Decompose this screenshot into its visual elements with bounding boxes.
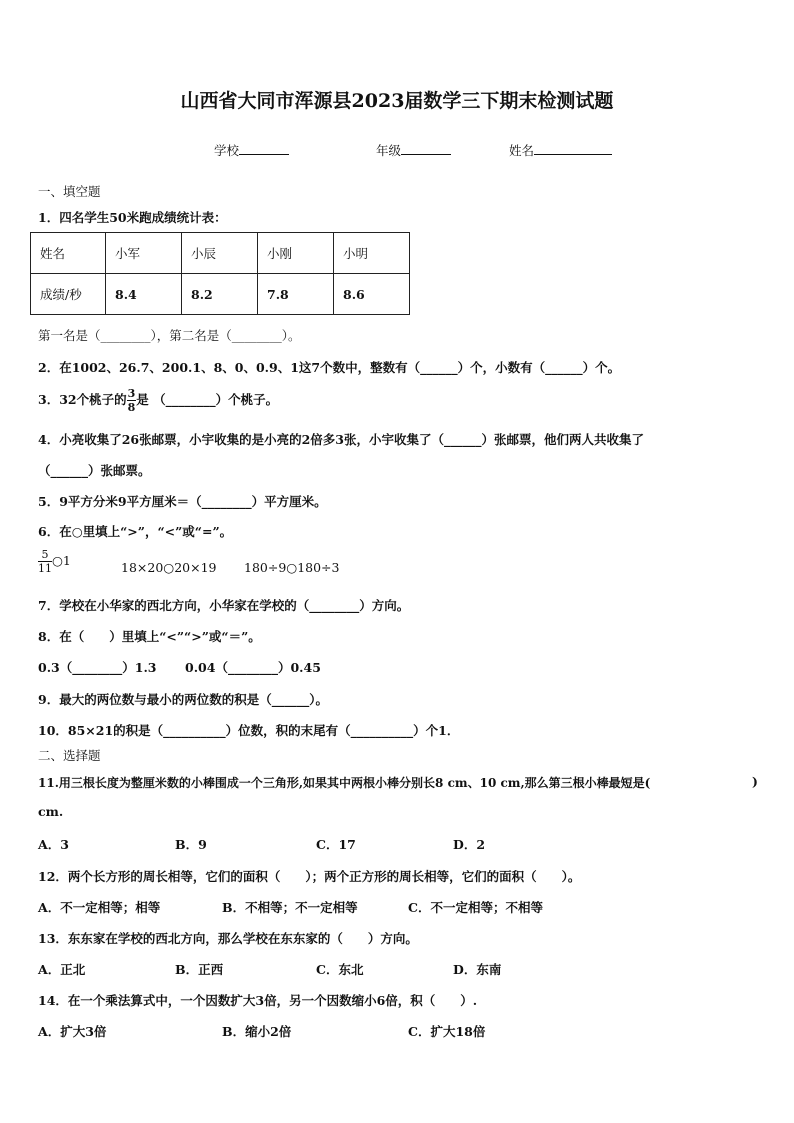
fraction-3-8 [127, 388, 137, 413]
table-cell: 小辰 [182, 233, 258, 274]
option-d[interactable]: D．2 [453, 837, 486, 852]
table-cell: 成绩/秒 [31, 274, 106, 315]
table-cell: 8.2 [182, 274, 258, 315]
table-cell: 7.8 [258, 274, 334, 315]
question-6: 6．在○里填上“>”，“<”或“=”。 [38, 524, 233, 539]
question-14: 14．在一个乘法算式中，一个因数扩大3倍，另一个因数缩小6倍，积（ ）. [38, 993, 478, 1008]
question-4-line1: 4．小亮收集了26张邮票，小宇收集的是小亮的2倍多3张，小宇收集了（______）张邮票，他们两人共收集了 [38, 432, 644, 447]
question-11-paren: ) [752, 774, 758, 789]
name-label: 姓名 [509, 143, 535, 158]
question-2: 2．在1002、26.7、200.1、8、0、0.9、1这7个数中，整数有（______）个，小数有（______）个。 [38, 360, 621, 375]
option-a[interactable]: A．正北 [38, 962, 86, 977]
option-d[interactable]: D．东南 [453, 962, 502, 977]
option-a[interactable]: A．3 [38, 837, 69, 852]
question-13: 13．东东家在学校的西北方向，那么学校在东东家的（ ）方向。 [38, 931, 418, 946]
question-1-answer-line: 第一名是（________），第二名是（________）。 [38, 328, 301, 343]
table-cell: 小明 [334, 233, 410, 274]
section-choice: 二、选择题 [38, 748, 101, 763]
question-3-pre: 3．32个桃子的 [38, 392, 127, 407]
option-a[interactable]: A．扩大3倍 [38, 1024, 107, 1039]
question-8: 8．在（ ）里填上“<”“>”或“＝”。 [38, 629, 261, 644]
option-c[interactable]: C．扩大18倍 [408, 1024, 486, 1039]
question-3 [38, 388, 278, 413]
table-row [31, 274, 410, 315]
option-b[interactable]: B．9 [175, 837, 207, 852]
table-cell: 小刚 [258, 233, 334, 274]
table-cell: 小军 [106, 233, 182, 274]
fraction-5-11 [38, 549, 52, 574]
school-blank[interactable] [239, 142, 289, 155]
school-label: 学校 [214, 143, 240, 158]
question-11: 11.用三根长度为整厘米数的小棒围成一个三角形,如果其中两根小棒分别长8 cm、10 cm,那么第三根小棒最短是( [38, 776, 651, 790]
question-8-expr-2: 0.04（________）0.45 [185, 660, 321, 675]
option-b[interactable]: B．缩小2倍 [222, 1024, 292, 1039]
fraction-numerator: 3 [127, 387, 136, 400]
table-row [31, 233, 410, 274]
compare-expression: ○1 [52, 553, 71, 568]
grade-field [376, 141, 451, 159]
section-fill-blank: 一、填空题 [38, 184, 101, 199]
question-7: 7．学校在小华家的西北方向，小华家在学校的（________）方向。 [38, 598, 410, 613]
question-6-expr-3: 180÷9○180÷3 [244, 560, 340, 575]
fraction-denominator: 8 [127, 401, 136, 414]
score-table [30, 232, 410, 315]
fraction-numerator: 5 [38, 549, 52, 562]
question-3-post: 是 （________）个桃子。 [136, 392, 279, 407]
option-b[interactable]: B．不相等；不一定相等 [222, 900, 358, 915]
table-cell: 8.6 [334, 274, 410, 315]
question-5: 5．9平方分米9平方厘米＝（________）平方厘米。 [38, 494, 327, 509]
option-c[interactable]: C．不一定相等；不相等 [408, 900, 543, 915]
question-8-expr-1: 0.3（________）1.3 [38, 660, 157, 675]
grade-label: 年级 [376, 143, 402, 158]
school-field [214, 141, 289, 159]
question-4-line2: （______）张邮票。 [38, 463, 151, 478]
option-c[interactable]: C．17 [316, 837, 356, 852]
option-a[interactable]: A．不一定相等；相等 [38, 900, 161, 915]
name-blank[interactable] [534, 142, 612, 155]
question-6-expr-2: 18×20○20×19 [121, 560, 217, 575]
question-6-expr-1 [38, 549, 71, 574]
table-cell: 8.4 [106, 274, 182, 315]
question-12: 12．两个长方形的周长相等，它们的面积（ ）；两个正方形的周长相等，它们的面积（ ）。 [38, 869, 581, 884]
question-10: 10．85×21的积是（__________）位数，积的末尾有（__________）个1． [38, 723, 460, 738]
page-title: 山西省大同市浑源县2023届数学三下期末检测试题 [180, 90, 614, 112]
question-1: 1．四名学生50米跑成绩统计表： [38, 210, 227, 225]
option-c[interactable]: C．东北 [316, 962, 364, 977]
table-cell: 姓名 [31, 233, 106, 274]
grade-blank[interactable] [401, 142, 451, 155]
fraction-denominator: 11 [38, 562, 52, 575]
question-11-unit: cm. [38, 804, 64, 819]
question-9: 9．最大的两位数与最小的两位数的积是（______）。 [38, 692, 328, 707]
option-b[interactable]: B．正西 [175, 962, 224, 977]
name-field [509, 141, 612, 159]
